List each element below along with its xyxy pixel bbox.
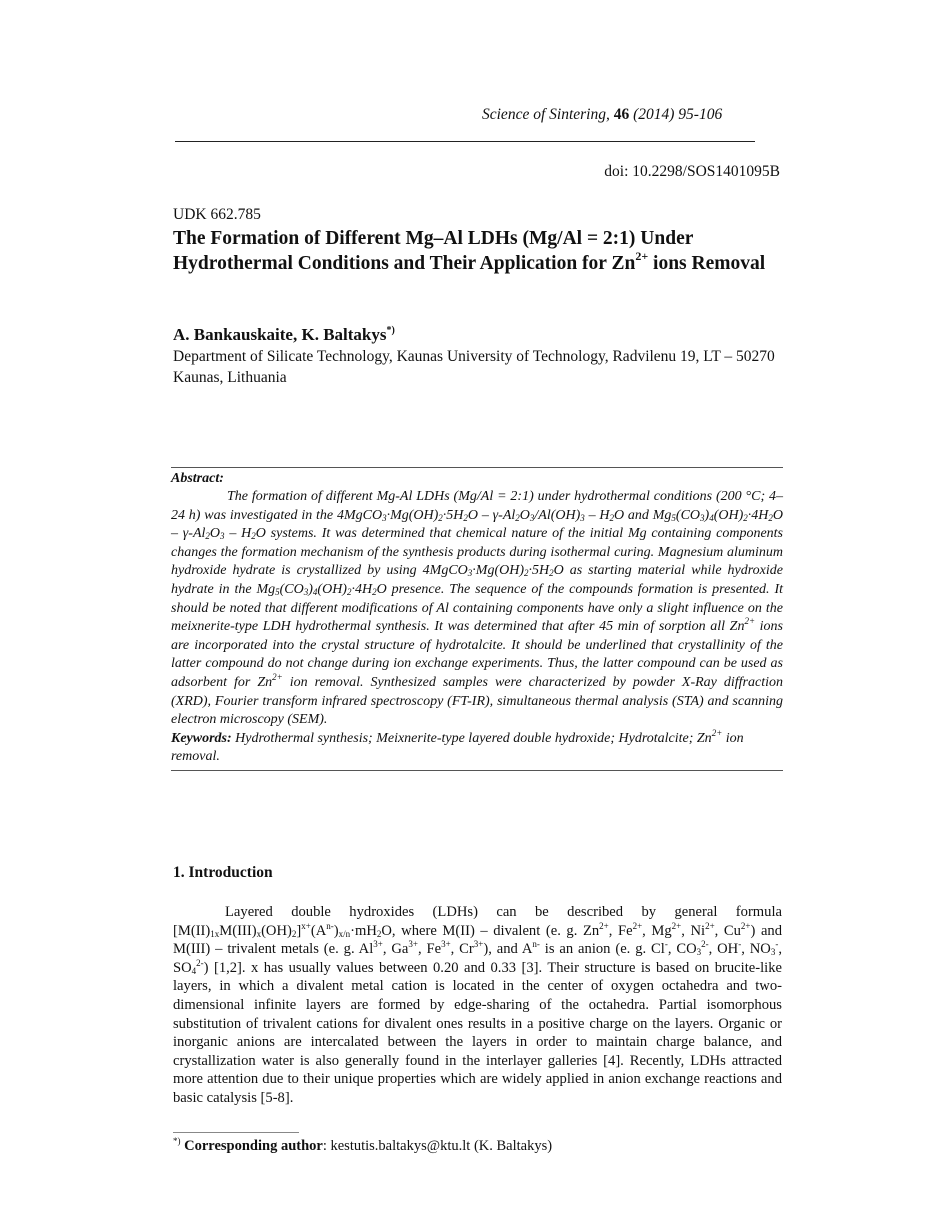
keywords-label: Keywords: bbox=[171, 730, 232, 746]
journal-volume: 46 bbox=[613, 106, 630, 123]
footnote: *) Corresponding author: kestutis.baltakys@ktu.lt (K. Baltakys) bbox=[173, 1136, 553, 1154]
header-divider bbox=[175, 141, 755, 142]
doi: doi: 10.2298/SOS1401095B bbox=[604, 163, 780, 180]
journal-citation bbox=[482, 106, 722, 124]
introduction-paragraph: Layered double hydroxides (LDHs) can be described by general formula $[M(II)_{1x}M(III)_x(OH)_2]^{x+}(A^{n-})_{x/n}\cdot mH_2O$, where M(II) – divalent (e. g. $Zn^{2+}$, $Fe^{2+}$, $Mg^{2+}$, $Ni^{2+}$, $Cu^{2+}$) and M(III) – trivalent metals (e. g. $Al^{3+}$, $Ga^{3+}$, $Fe^{3+}$, $Cr^{3+}$), and $A^{n-}$ is an anion (e. g. Cl-, $CO_3^{2-}$, OH-, $NO_3^-$, $SO_4^{2-}$) [1,2]. x has usually values between 0.20 and 0.33 [3]. Their structure is based on brucite-like layers, in which a divalent metal cation is located in the center of oxygen octahedra and two-dimensional infinite layers are formed by edge-sharing of the octahedra. Partial isomorphous substitution of trivalent cations for divalent ones results in a positive charge on the layers. Organic or inorganic anions are intercalated between the layers in order to maintain charge balance, and crystallization water is also generally found in the interlayer galleries [4]. Recently, LDHs attracted more attention due to their unique properties which are widely applied in anion exchange reactions and basic catalysis [5-8]. bbox=[173, 904, 783, 1106]
affiliation: Department of Silicate Technology, Kaunas University of Technology, Radvilenu 19, LT – 50270 Kaunas, Lithuania bbox=[173, 348, 775, 386]
footnote-divider bbox=[173, 1132, 299, 1133]
corresponding-mark: *) bbox=[386, 325, 395, 336]
udk-code: UDK 662.785 bbox=[173, 206, 261, 223]
paper-title: The Formation of Different Mg–Al LDHs (Mg/Al = 2:1) Under Hydrothermal Conditions and Their Application for $Zn^{2+}$ ions Removal bbox=[173, 228, 766, 274]
authors: A. Bankauskaite, K. Baltakys*) bbox=[173, 325, 395, 344]
journal-year-pages: (2014) 95-106 bbox=[633, 106, 723, 123]
abstract-body: The formation of different Mg-Al LDHs (Mg/Al = 2:1) under hydrothermal conditions (200 °C; 4–24 h) was investigated in the $4MgCO_3\cdot Mg(OH)_2\cdot 5H_2O - \gamma-Al_2O_3/Al(OH)_3 - H_2O$ and $Mg_5(CO_3)_4(OH)_2\cdot 4H_2O - \gamma-Al_2O_3 - H_2O$ systems. It was determined that chemical nature of the initial Mg containing components changes the formation mechanism of the synthesis products during isothermal curing. Magnesium aluminum hydroxide hydrate is crystallized by using $4MgCO_3\cdot Mg(OH)_2\cdot 5H_2O$ as starting material while hydroxide hydrate in the $Mg_5(CO_3)_4(OH)_2\cdot 4H_2O$ presence. The sequence of the compounds formation is presented. It should be noted that different modifications of Al containing components have only a slight influence on the meixnerite-type LDH hydrothermal synthesis. It was determined that after 45 min of sorption all $Zn^{2+}$ ions are incorporated into the crystal structure of hydrotalcite. It should be underlined that crystallinity of the latter compound do not change during ion exchange experiments. Thus, the latter compound can be used as adsorbent for $Zn^{2+}$ ion removal. Synthesized samples were characterized by powder X-Ray diffraction (XRD), Fourier transform infrared spectroscopy (FT-IR), simultaneous thermal analysis (STA) and scanning electron microscopy (SEM). bbox=[171, 489, 784, 728]
section-heading: 1. Introduction bbox=[173, 864, 273, 881]
abstract-heading: Abstract: bbox=[171, 471, 224, 486]
journal-name: Science of Sintering, bbox=[482, 106, 610, 123]
footnote-label: Corresponding author bbox=[184, 1138, 323, 1154]
abstract-section bbox=[171, 467, 783, 771]
keywords: Keywords: Hydrothermal synthesis; Meixnerite-type layered double hydroxide; Hydrotalcite; $Zn^{2+}$ ion removal. bbox=[171, 727, 744, 765]
